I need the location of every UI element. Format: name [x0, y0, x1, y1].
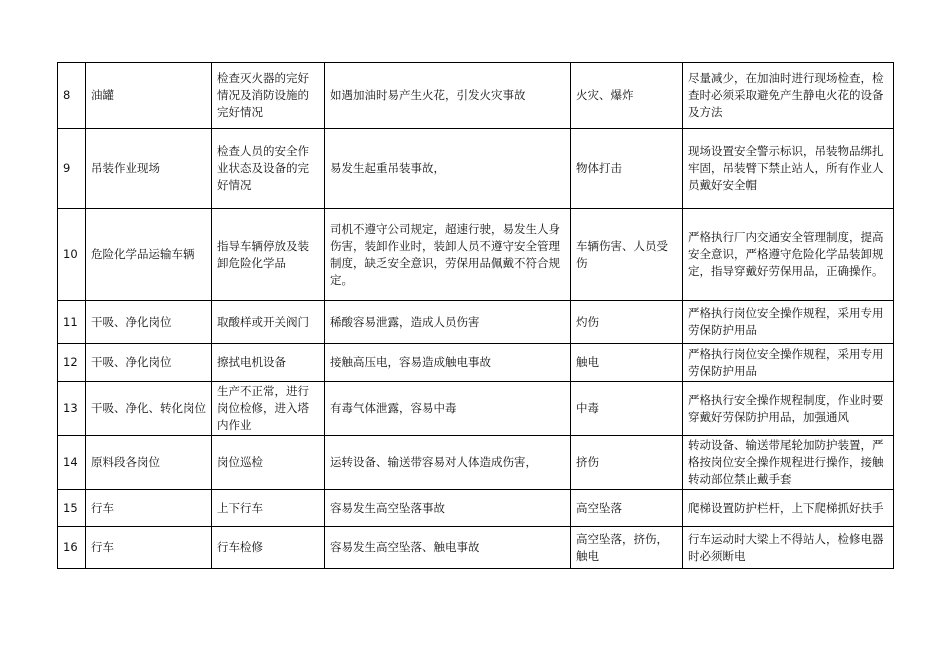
work-location-cell: 干吸、净化岗位 [86, 344, 212, 382]
hazard-type-cell: 物体打击 [571, 129, 683, 209]
control-measure-cell: 严格执行岗位安全操作规程，采用专用劳保防护用品 [683, 301, 894, 344]
work-location-cell: 干吸、净化岗位 [86, 301, 212, 344]
hazard-cause-cell: 容易发生高空坠落事故 [325, 490, 571, 527]
control-measure-cell: 爬梯设置防护栏杆，上下爬梯抓好扶手 [683, 490, 894, 527]
hazard-type-cell: 挤伤 [571, 436, 683, 490]
work-content-cell: 检查灭火器的完好情况及消防设施的完好情况 [212, 63, 325, 129]
work-location-cell: 干吸、净化、转化岗位 [86, 382, 212, 436]
table-row [58, 490, 894, 527]
row-number-cell: 15 [58, 490, 86, 527]
work-location-cell: 危险化学品运输车辆 [86, 209, 212, 301]
hazard-type-cell: 触电 [571, 344, 683, 382]
control-measure-cell: 转动设备、输送带尾轮加防护装置，严格按岗位安全操作规程进行操作，接触转动部位禁止戴手套 [683, 436, 894, 490]
work-content-cell: 擦拭电机设备 [212, 344, 325, 382]
hazard-table-body [58, 63, 894, 569]
row-number-cell: 10 [58, 209, 86, 301]
hazard-cause-cell: 如遇加油时易产生火花，引发火灾事故 [325, 63, 571, 129]
work-content-cell: 行车检修 [212, 527, 325, 569]
row-number-cell: 12 [58, 344, 86, 382]
table-row [58, 63, 894, 129]
hazard-type-cell: 高空坠落，挤伤，触电 [571, 527, 683, 569]
work-location-cell: 行车 [86, 527, 212, 569]
row-number-cell: 16 [58, 527, 86, 569]
hazard-type-cell: 中毒 [571, 382, 683, 436]
work-location-cell: 原料段各岗位 [86, 436, 212, 490]
work-location-cell: 油罐 [86, 63, 212, 129]
work-content-cell: 岗位巡检 [212, 436, 325, 490]
hazard-cause-cell: 司机不遵守公司规定，超速行驶，易发生人身伤害，装卸作业时，装卸人员不遵守安全管理制度，缺乏安全意识，劳保用品佩戴不符合规定。 [325, 209, 571, 301]
control-measure-cell: 现场设置安全警示标识，吊装物品绑扎牢固，吊装臂下禁止站人，所有作业人员戴好安全帽 [683, 129, 894, 209]
table-row [58, 382, 894, 436]
row-number-cell: 13 [58, 382, 86, 436]
hazard-cause-cell: 有毒气体泄露，容易中毒 [325, 382, 571, 436]
hazard-cause-cell: 容易发生高空坠落、触电事故 [325, 527, 571, 569]
row-number-cell: 14 [58, 436, 86, 490]
work-content-cell: 检查人员的安全作业状态及设备的完好情况 [212, 129, 325, 209]
table-row [58, 527, 894, 569]
hazard-type-cell: 高空坠落 [571, 490, 683, 527]
hazard-cause-cell: 运转设备、输送带容易对人体造成伤害， [325, 436, 571, 490]
work-location-cell: 吊装作业现场 [86, 129, 212, 209]
hazard-table [57, 62, 894, 569]
work-content-cell: 上下行车 [212, 490, 325, 527]
work-content-cell: 取酸样或开关阀门 [212, 301, 325, 344]
table-row [58, 209, 894, 301]
row-number-cell: 11 [58, 301, 86, 344]
hazard-type-cell: 灼伤 [571, 301, 683, 344]
hazard-cause-cell: 接触高压电，容易造成触电事故 [325, 344, 571, 382]
row-number-cell: 9 [58, 129, 86, 209]
control-measure-cell: 严格执行岗位安全操作规程，采用专用劳保防护用品 [683, 344, 894, 382]
control-measure-cell: 严格执行安全操作规程制度，作业时要穿戴好劳保防护用品，加强通风 [683, 382, 894, 436]
control-measure-cell: 行车运动时大梁上不得站人，检修电器时必须断电 [683, 527, 894, 569]
table-row [58, 436, 894, 490]
control-measure-cell: 严格执行厂内交通安全管理制度，提高安全意识，严格遵守危险化学品装卸规定，指导穿戴好劳保用品，正确操作。 [683, 209, 894, 301]
work-location-cell: 行车 [86, 490, 212, 527]
hazard-cause-cell: 易发生起重吊装事故， [325, 129, 571, 209]
hazard-cause-cell: 稀酸容易泄露，造成人员伤害 [325, 301, 571, 344]
table-row [58, 301, 894, 344]
table-row [58, 344, 894, 382]
control-measure-cell: 尽量减少，在加油时进行现场检查，检查时必须采取避免产生静电火花的设备及方法 [683, 63, 894, 129]
table-row [58, 129, 894, 209]
row-number-cell: 8 [58, 63, 86, 129]
hazard-type-cell: 火灾、爆炸 [571, 63, 683, 129]
hazard-type-cell: 车辆伤害、人员受伤 [571, 209, 683, 301]
work-content-cell: 生产不正常，进行岗位检修，进入塔内作业 [212, 382, 325, 436]
work-content-cell: 指导车辆停放及装卸危险化学品 [212, 209, 325, 301]
